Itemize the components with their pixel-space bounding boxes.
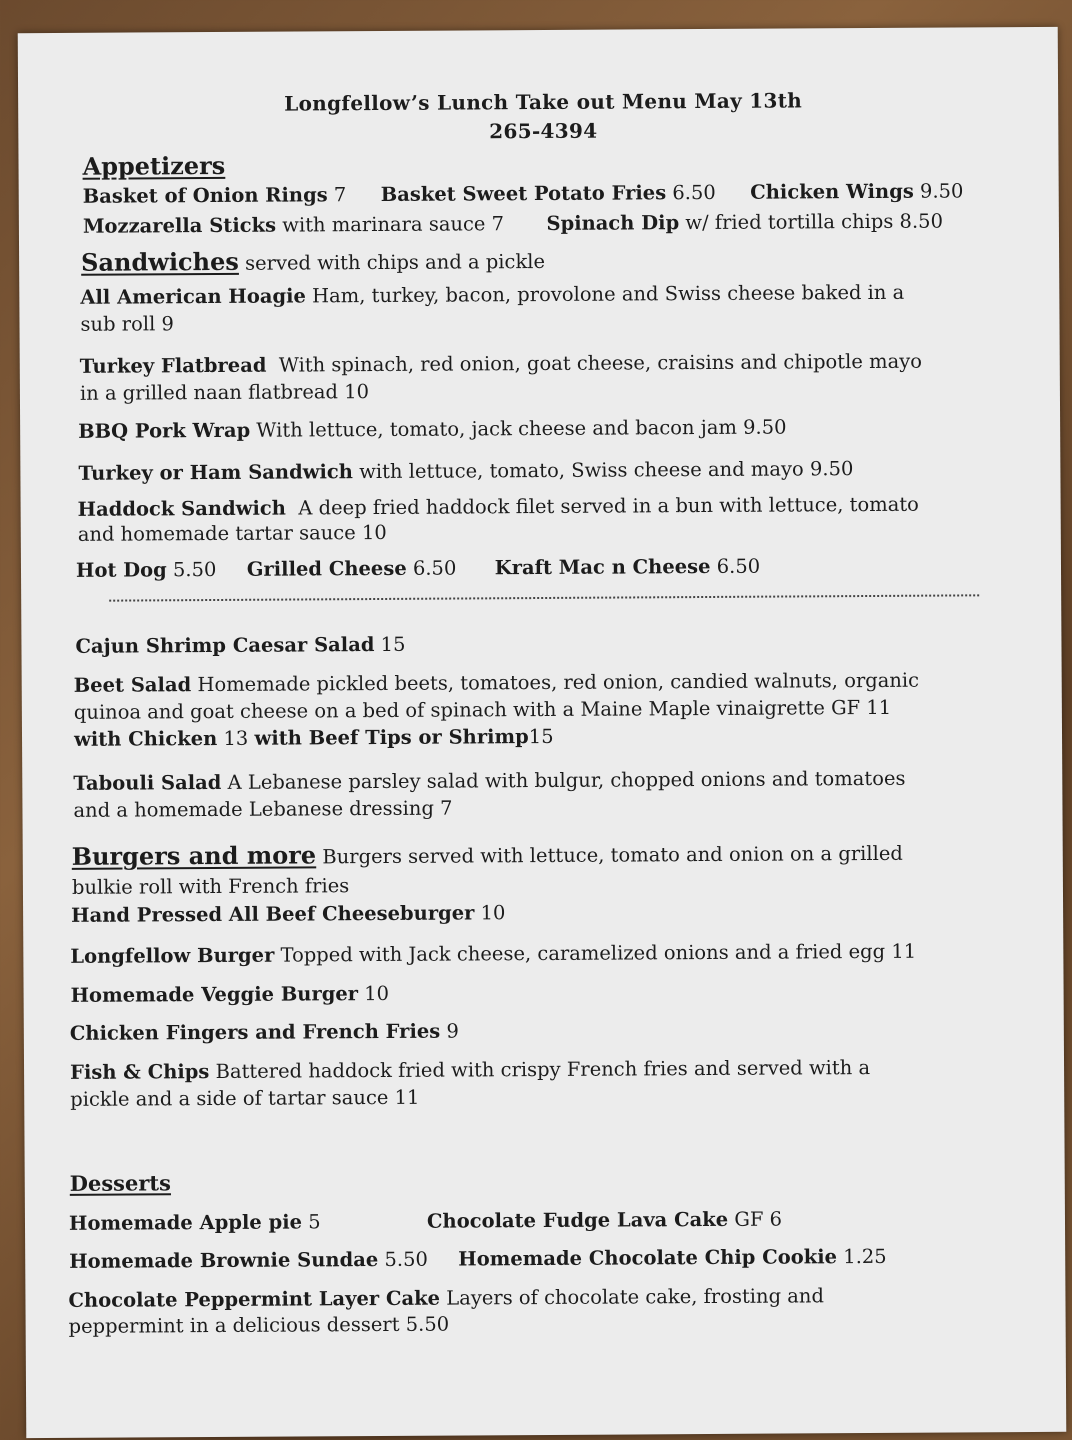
dessert-item: Chocolate Peppermint Layer Cake Layers of chocolate cake, frosting and [68,1284,824,1312]
menu-item: Chicken Wings 9.50 [750,179,964,204]
menu-item: Basket of Onion Rings 7 [82,183,347,208]
menu-item: Fish & Chips Battered haddock fried with crispy French fries and served with a [69,1056,871,1084]
menu-item: Kraft Mac n Cheese 6.50 [494,554,761,580]
menu-item: Beet Salad Homemade pickled beets, tomatoes, red onion, candied walnuts, organic [73,668,920,697]
appetizers-heading: Appetizers [82,150,226,181]
dotted-divider [109,594,979,605]
sandwiches-heading: Sandwiches served with chips and a pickle [81,246,546,277]
menu-item: Hand Pressed All Beef Cheeseburger 10 [71,901,506,927]
dessert-item: Homemade Apple pie 5 [68,1210,321,1235]
menu-item-desc: in a grilled naan flatbread 10 [79,380,370,405]
menu-item: Chicken Fingers and French Fries 9 [69,1019,459,1045]
desserts-heading: Desserts [69,1170,171,1196]
menu-item: Basket Sweet Potato Fries 6.50 [380,180,716,206]
dessert-item: Homemade Chocolate Chip Cookie 1.25 [458,1244,887,1271]
burgers-subtitle: bulkie roll with French fries [71,874,350,899]
menu-item: Grilled Cheese 6.50 [246,556,457,581]
menu-item: Turkey or Ham Sandwich with lettuce, tomato, Swiss cheese and mayo 9.50 [78,457,854,485]
menu-item: Cajun Shrimp Caesar Salad 15 [75,632,406,658]
menu-item: Haddock Sandwich A deep fried haddock filet served in a bun with lettuce, tomato [77,492,919,521]
dessert-row [69,1243,887,1275]
menu-item-desc: pickle and a side of tartar sauce 11 [70,1085,420,1111]
phone-number: 265-4394 [489,118,598,144]
menu-item: Longfellow Burger Topped with Jack cheese, caramelized onions and a fried egg 11 [70,939,917,968]
sandwiches-row-sides [76,553,760,584]
dessert-item: Homemade Brownie Sundae 5.50 [69,1247,428,1273]
appetizers-row-2 [83,208,943,240]
menu-item-desc: sub roll 9 [80,312,174,336]
menu-item: Turkey Flatbread With spinach, red onion, goat cheese, craisins and chipotle mayo [79,349,923,378]
menu-item: Hot Dog 5.50 [75,557,217,582]
dessert-item: Chocolate Fudge Lava Cake GF 6 [426,1207,783,1233]
menu-item-desc: and homemade tartar sauce 10 [77,520,387,546]
menu-item: Mozzarella Sticks with marinara sauce 7 [82,212,505,238]
menu-item: BBQ Pork Wrap With lettuce, tomato, jack cheese and bacon jam 9.50 [78,415,787,443]
menu-item: Tabouli Salad A Lebanese parsley salad with bulgur, chopped onions and tomatoes [73,766,906,795]
burgers-heading: Burgers and more Burgers served with lettuce, tomato and onion on a grilled [71,840,903,871]
menu-item-desc: quinoa and goat cheese on a bed of spinach with a Maine Maple vinaigrette GF 11 [73,695,892,724]
menu-item: Spinach Dip w/ fried tortilla chips 8.50 [546,209,944,235]
menu-item-desc: peppermint in a delicious dessert 5.50 [68,1312,450,1338]
menu-title: Longfellow’s Lunch Take out Menu May 13th [284,88,803,116]
menu-item-options: with Chicken 13 with Beef Tips or Shrimp15 [73,724,554,751]
menu-item-desc: and a homemade Lebanese dressing 7 [73,796,453,822]
appetizers-row-1 [83,177,964,209]
menu-item: All American Hoagie Ham, turkey, bacon, provolone and Swiss cheese baked in a [80,280,905,309]
menu-item: Homemade Veggie Burger 10 [70,981,390,1007]
menu-sheet [18,27,1067,1438]
